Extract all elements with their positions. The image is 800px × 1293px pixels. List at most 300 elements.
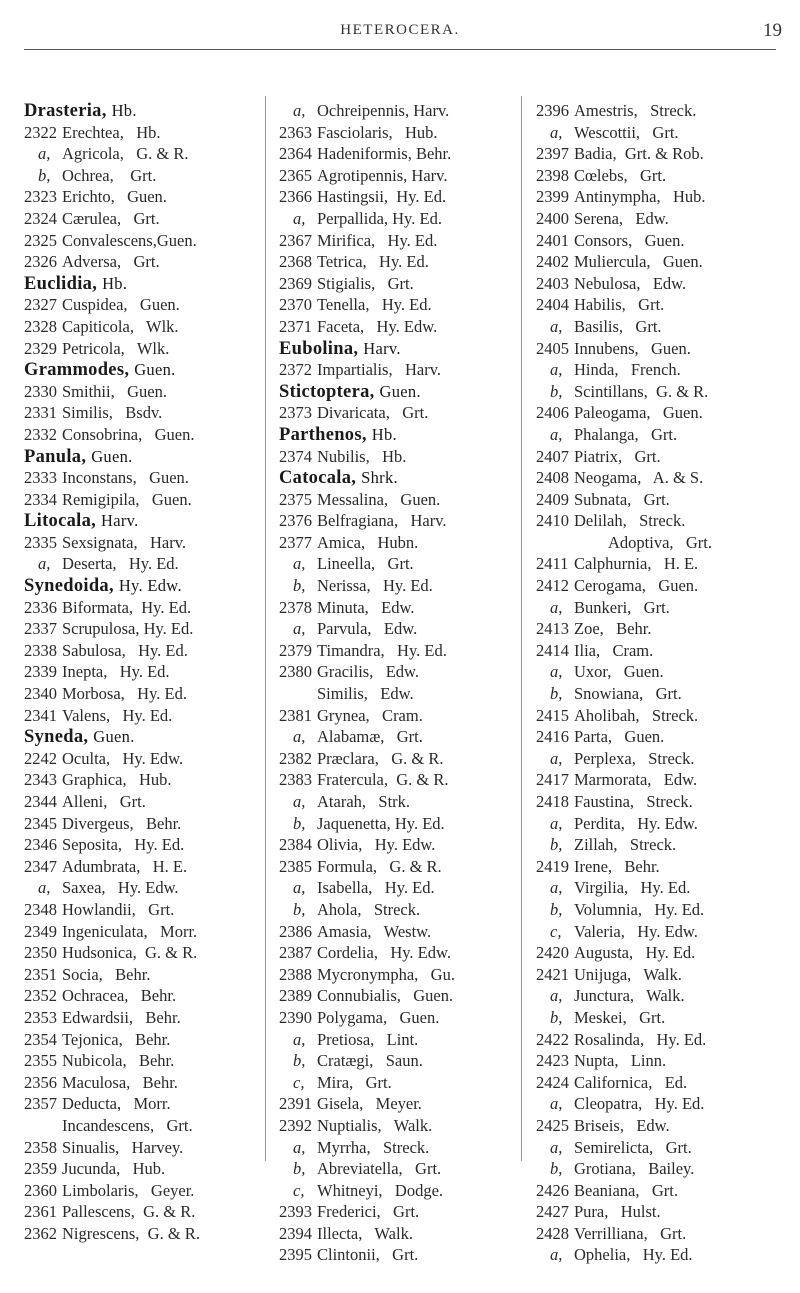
species-entry — [536, 294, 784, 316]
species-name: Biformata, Hy. Ed. — [62, 597, 192, 617]
variety-entry — [536, 813, 784, 835]
entry-number: 2386 — [279, 921, 312, 941]
variety-letter: b, — [293, 576, 306, 596]
genus-author: Guen. — [134, 360, 176, 380]
variety-name: Jaquenetta, Hy. Ed. — [317, 813, 445, 833]
entry-number: 2332 — [24, 424, 57, 444]
entry-number: 2379 — [279, 640, 312, 660]
species-entry — [24, 1137, 272, 1159]
entry-number: 2389 — [279, 986, 312, 1006]
variety-letter: a, — [293, 619, 306, 639]
species-name: Nuptialis, Walk. — [317, 1115, 433, 1135]
variety-letter: a, — [550, 1137, 563, 1157]
variety-letter: b, — [38, 165, 51, 185]
species-name: Nubilis, Hb. — [317, 446, 407, 466]
species-name: Antinympha, Hub. — [574, 187, 706, 207]
entry-number: 2341 — [24, 705, 57, 725]
variety-name: Phalanga, Grt. — [574, 424, 678, 444]
entry-number: 2362 — [24, 1223, 57, 1243]
genus-heading — [24, 100, 272, 122]
variety-letter: b, — [293, 1159, 306, 1179]
entry-number: 2411 — [536, 554, 569, 574]
genus-name: Stictoptera, — [279, 381, 375, 402]
variety-name: Zillah, Streck. — [574, 835, 677, 855]
entry-number: 2410 — [536, 511, 569, 531]
variety-letter: a, — [550, 360, 563, 380]
variety-entry — [279, 208, 527, 230]
species-entry — [24, 186, 272, 208]
entry-number: 2352 — [24, 986, 57, 1006]
species-name: Impartialis, Harv. — [317, 360, 442, 380]
genus-author: Hb. — [102, 273, 128, 293]
entry-number: 2408 — [536, 468, 569, 488]
genus-heading — [24, 510, 272, 532]
species-name: Sabulosa, Hy. Ed. — [62, 640, 188, 660]
species-name: Maculosa, Behr. — [62, 1072, 178, 1092]
variety-entry — [279, 1180, 527, 1202]
species-entry — [279, 510, 527, 532]
species-entry — [279, 143, 527, 165]
entry-number: 2403 — [536, 273, 569, 293]
variety-letter: a, — [38, 144, 51, 164]
variety-name: Ophelia, Hy. Ed. — [574, 1245, 693, 1265]
entry-number: 2347 — [24, 856, 57, 876]
species-entry — [279, 446, 527, 468]
entry-number: 2340 — [24, 684, 57, 704]
species-name: Oculta, Hy. Edw. — [62, 748, 184, 768]
species-name: Valens, Hy. Ed. — [62, 705, 173, 725]
variety-letter: a, — [293, 208, 306, 228]
entry-number: 2338 — [24, 640, 57, 660]
entry-number: 2242 — [24, 748, 57, 768]
species-name: Augusta, Hy. Ed. — [574, 943, 696, 963]
species-entry — [279, 1244, 527, 1266]
species-name: Capiticola, Wlk. — [62, 316, 179, 336]
page-header — [0, 0, 800, 44]
species-name: Nupta, Linn. — [574, 1051, 667, 1071]
genus-heading — [279, 381, 527, 403]
variety-letter: a, — [293, 554, 306, 574]
genus-author: Hb. — [111, 101, 137, 120]
entry-number: 2361 — [24, 1202, 57, 1222]
species-name: Cordelia, Hy. Edw. — [317, 943, 451, 963]
species-entry — [536, 726, 784, 748]
species-name: Seposita, Hy. Ed. — [62, 835, 185, 855]
variety-letter: b, — [550, 684, 563, 704]
entry-number: 2344 — [24, 792, 57, 811]
variety-name: Semirelicta, Grt. — [574, 1137, 692, 1157]
species-name: Tenella, Hy. Ed. — [317, 295, 432, 315]
species-entry — [536, 230, 784, 252]
entry-number: 2414 — [536, 640, 569, 660]
entry-number: 2327 — [24, 295, 57, 315]
variety-name: Whitneyi, Dodge. — [317, 1180, 444, 1200]
species-entry — [279, 748, 527, 770]
variety-entry — [536, 899, 784, 921]
species-entry — [536, 769, 784, 791]
species-entry — [24, 467, 272, 489]
variety-name: Mira, Grt. — [317, 1072, 392, 1092]
variety-entry — [536, 985, 784, 1007]
entry-number: 2404 — [536, 295, 569, 315]
variety-entry — [536, 877, 784, 899]
genus-name: Synedoida, — [24, 576, 114, 597]
species-entry — [24, 316, 272, 338]
variety-entry — [536, 834, 784, 856]
entry-number: 2383 — [279, 770, 312, 790]
entry-number: 2323 — [24, 187, 57, 207]
entry-number: 2424 — [536, 1072, 569, 1092]
species-entry — [279, 489, 527, 511]
synonym-entry — [279, 683, 527, 705]
species-entry — [536, 143, 784, 165]
variety-entry — [536, 381, 784, 403]
species-name: Amasia, Westw. — [317, 921, 432, 941]
species-name: Stigialis, Grt. — [317, 273, 414, 293]
species-name: Pallescens, G. & R. — [62, 1202, 196, 1222]
entry-number: 2353 — [24, 1007, 57, 1027]
species-entry — [24, 294, 272, 316]
species-name: Tejonica, Behr. — [62, 1029, 171, 1049]
entry-number: 2413 — [536, 619, 569, 639]
entry-number: 2324 — [24, 208, 57, 228]
species-name: Inepta, Hy. Ed. — [62, 662, 170, 682]
entry-number: 2357 — [24, 1094, 57, 1114]
genus-heading — [279, 338, 527, 360]
entry-number: 2325 — [24, 230, 57, 250]
variety-entry — [536, 359, 784, 381]
species-name: Convalescens,Guen. — [62, 230, 197, 250]
variety-name: Valeria, Hy. Edw. — [574, 921, 698, 941]
variety-name: Cleopatra, Hy. Ed. — [574, 1094, 705, 1114]
genus-author: Guen. — [93, 727, 135, 747]
variety-name: Meskei, Grt. — [574, 1007, 666, 1027]
synonym-name: Incandescens, Grt. — [62, 1115, 193, 1135]
genus-name: Drasteria, — [24, 101, 107, 121]
species-entry — [536, 1180, 784, 1202]
variety-name: Abreviatella, Grt. — [317, 1159, 442, 1179]
species-name: Scrupulosa, Hy. Ed. — [62, 619, 194, 639]
entry-number: 2331 — [24, 403, 57, 423]
entry-number: 2374 — [279, 446, 312, 466]
variety-entry — [279, 813, 527, 835]
species-entry — [279, 1007, 527, 1029]
species-entry — [24, 424, 272, 446]
variety-letter: c, — [550, 921, 562, 941]
species-entry — [279, 1093, 527, 1115]
species-name: Divaricata, Grt. — [317, 403, 429, 423]
species-name: Sinualis, Harvey. — [62, 1137, 184, 1157]
variety-entry — [279, 899, 527, 921]
variety-entry — [536, 424, 784, 446]
species-name: Cuspidea, Guen. — [62, 295, 180, 315]
entry-number: 2384 — [279, 835, 312, 855]
genus-heading — [24, 273, 272, 295]
variety-name: Virgilia, Hy. Ed. — [574, 878, 691, 898]
species-name: Grynea, Cram. — [317, 705, 423, 725]
entry-number: 2425 — [536, 1115, 569, 1135]
species-name: Piatrix, Grt. — [574, 446, 661, 466]
variety-name: Lineella, Grt. — [317, 554, 414, 574]
species-entry — [279, 769, 527, 791]
variety-entry — [279, 1158, 527, 1180]
synonym-entry — [24, 1115, 272, 1137]
species-name: Hastingsii, Hy. Ed. — [317, 187, 447, 207]
entry-number: 2329 — [24, 338, 57, 358]
genus-heading — [24, 359, 272, 381]
variety-name: Basilis, Grt. — [574, 316, 662, 336]
species-name: Agrotipennis, Harv. — [317, 165, 448, 185]
species-name: Nubicola, Behr. — [62, 1051, 175, 1071]
species-entry — [279, 1223, 527, 1245]
entry-number: 2418 — [536, 792, 569, 811]
variety-letter: b, — [293, 1051, 306, 1071]
variety-entry — [536, 1137, 784, 1159]
species-name: Adumbrata, H. E. — [62, 856, 188, 876]
species-entry — [279, 359, 527, 381]
entry-number: 2369 — [279, 273, 312, 293]
entry-number: 2412 — [536, 576, 569, 596]
species-name: Mirifica, Hy. Ed. — [317, 230, 438, 250]
species-name: Californica, Ed. — [574, 1072, 688, 1092]
species-entry — [24, 338, 272, 360]
species-name: Erechtea, Hb. — [62, 122, 161, 142]
variety-entry — [536, 1093, 784, 1115]
variety-letter: a, — [550, 597, 563, 617]
variety-name: Saxea, Hy. Edw. — [62, 878, 179, 898]
variety-entry — [279, 1050, 527, 1072]
variety-name: Snowiana, Grt. — [574, 684, 682, 704]
entry-number: 2367 — [279, 230, 312, 250]
variety-letter: a, — [293, 792, 306, 811]
species-name: Ilia, Cram. — [574, 640, 654, 660]
species-name: Alleni, Grt. — [62, 792, 146, 811]
entry-number: 2426 — [536, 1180, 569, 1200]
species-name: Polygama, Guen. — [317, 1007, 440, 1027]
species-entry — [24, 1050, 272, 1072]
entry-number: 2419 — [536, 856, 569, 876]
species-entry — [536, 510, 784, 532]
species-entry — [279, 834, 527, 856]
column-2 — [279, 100, 527, 1266]
species-entry — [536, 964, 784, 986]
species-entry — [279, 273, 527, 295]
variety-letter: a, — [550, 316, 563, 336]
species-name: Calphurnia, H. E. — [574, 554, 699, 574]
species-entry — [536, 489, 784, 511]
entry-number: 2396 — [536, 101, 569, 120]
species-name: Verrilliana, Grt. — [574, 1223, 687, 1243]
variety-letter: b, — [293, 899, 306, 919]
species-entry — [536, 1115, 784, 1137]
entry-number: 2350 — [24, 943, 57, 963]
genus-name: Eubolina, — [279, 338, 359, 359]
variety-name: Ochrea, Grt. — [62, 165, 157, 185]
genus-heading — [24, 446, 272, 468]
species-entry — [279, 661, 527, 683]
entry-number: 2395 — [279, 1245, 312, 1265]
entry-number: 2375 — [279, 489, 312, 509]
variety-entry — [536, 122, 784, 144]
species-name: Præclara, G. & R. — [317, 748, 444, 768]
species-entry — [24, 964, 272, 986]
entry-number: 2391 — [279, 1094, 312, 1114]
variety-letter: a, — [293, 727, 306, 747]
entry-number: 2385 — [279, 856, 312, 876]
column-3 — [536, 100, 784, 1266]
entry-number: 2363 — [279, 122, 312, 142]
page-number: 19 — [763, 20, 782, 41]
species-entry — [24, 1072, 272, 1094]
species-entry — [536, 402, 784, 424]
column-1 — [24, 100, 272, 1244]
entry-number: 2420 — [536, 943, 569, 963]
species-name: Rosalinda, Hy. Ed. — [574, 1029, 707, 1049]
species-name: Howlandii, Grt. — [62, 899, 175, 919]
species-entry — [536, 251, 784, 273]
genus-heading — [24, 575, 272, 597]
species-name: Zoe, Behr. — [574, 619, 652, 639]
variety-letter: a, — [550, 813, 563, 833]
variety-letter: b, — [550, 381, 563, 401]
variety-entry — [536, 748, 784, 770]
species-entry — [536, 1201, 784, 1223]
genus-author: Hb. — [371, 424, 397, 444]
entry-number: 2370 — [279, 295, 312, 315]
entry-number: 2387 — [279, 943, 312, 963]
species-entry — [536, 338, 784, 360]
species-entry — [279, 251, 527, 273]
species-entry — [24, 985, 272, 1007]
species-entry — [24, 921, 272, 943]
species-entry — [279, 597, 527, 619]
entry-number: 2378 — [279, 597, 312, 617]
variety-letter: a, — [293, 1029, 306, 1049]
species-name: Ochracea, Behr. — [62, 986, 177, 1006]
variety-name: Nerissa, Hy. Ed. — [317, 576, 433, 596]
species-entry — [536, 791, 784, 813]
species-name: Pura, Hulst. — [574, 1202, 661, 1222]
entry-number: 2423 — [536, 1051, 569, 1071]
synonym-entry — [536, 532, 784, 554]
species-entry — [279, 985, 527, 1007]
species-entry — [24, 942, 272, 964]
entry-number: 2407 — [536, 446, 569, 466]
species-entry — [24, 661, 272, 683]
species-entry — [536, 1029, 784, 1051]
species-name: Clintonii, Grt. — [317, 1245, 419, 1265]
genus-name: Grammodes, — [24, 360, 130, 381]
entry-number: 2393 — [279, 1202, 312, 1222]
variety-name: Agricola, G. & R. — [62, 144, 189, 164]
genus-author: Harv. — [363, 338, 401, 358]
species-name: Hadeniformis, Behr. — [317, 144, 452, 164]
species-name: Fasciolaris, Hub. — [317, 122, 438, 142]
species-name: Gracilis, Edw. — [317, 662, 420, 682]
variety-name: Ochreipennis, Harv. — [317, 101, 450, 120]
species-entry — [24, 769, 272, 791]
species-entry — [24, 834, 272, 856]
genus-name: Parthenos, — [279, 424, 367, 445]
species-name: Marmorata, Edw. — [574, 770, 698, 790]
variety-letter: a, — [550, 1245, 563, 1265]
species-name: Amestris, Streck. — [574, 101, 697, 120]
species-entry — [536, 856, 784, 878]
genus-name: Catocala, — [279, 468, 357, 489]
species-entry — [536, 273, 784, 295]
variety-name: Volumnia, Hy. Ed. — [574, 899, 705, 919]
species-name: Erichto, Guen. — [62, 187, 167, 207]
species-name: Tetrica, Hy. Ed. — [317, 252, 429, 272]
species-name: Unijuga, Walk. — [574, 964, 682, 984]
variety-entry — [279, 1029, 527, 1051]
species-entry — [24, 813, 272, 835]
entry-number: 2345 — [24, 813, 57, 833]
entry-number: 2422 — [536, 1029, 569, 1049]
species-name: Socia, Behr. — [62, 964, 151, 984]
species-entry — [24, 791, 272, 813]
entry-number: 2371 — [279, 316, 312, 336]
entry-number: 2339 — [24, 662, 57, 682]
species-name: Morbosa, Hy. Ed. — [62, 684, 187, 704]
species-name: Briseis, Edw. — [574, 1115, 670, 1135]
variety-letter: a, — [293, 878, 306, 898]
species-entry — [536, 618, 784, 640]
species-entry — [24, 1029, 272, 1051]
entry-number: 2398 — [536, 165, 569, 185]
species-entry — [24, 899, 272, 921]
entry-number: 2336 — [24, 597, 57, 617]
species-name: Subnata, Grt. — [574, 489, 670, 509]
species-entry — [536, 553, 784, 575]
variety-letter: a, — [550, 1094, 563, 1114]
variety-entry — [536, 316, 784, 338]
entry-number: 2358 — [24, 1137, 57, 1157]
entry-number: 2399 — [536, 187, 569, 207]
running-title: HETEROCERA. — [340, 22, 460, 38]
species-name: Frederici, Grt. — [317, 1202, 420, 1222]
variety-name: Hinda, French. — [574, 360, 681, 380]
entry-number: 2388 — [279, 964, 312, 984]
variety-name: Perdita, Hy. Edw. — [574, 813, 698, 833]
entry-number: 2417 — [536, 770, 569, 790]
entry-number: 2427 — [536, 1202, 569, 1222]
variety-name: Wescottii, Grt. — [574, 122, 679, 142]
variety-entry — [279, 618, 527, 640]
species-entry — [279, 1115, 527, 1137]
species-name: Badia, Grt. & Rob. — [574, 144, 704, 164]
entry-number: 2346 — [24, 835, 57, 855]
species-entry — [24, 381, 272, 403]
entry-number: 2401 — [536, 230, 569, 250]
species-name: Serena, Edw. — [574, 208, 669, 228]
species-entry — [279, 942, 527, 964]
species-name: Muliercula, Guen. — [574, 252, 703, 272]
species-name: Paleogama, Guen. — [574, 403, 703, 423]
genus-heading — [279, 424, 527, 446]
species-name: Graphica, Hub. — [62, 770, 172, 790]
species-entry — [536, 1223, 784, 1245]
entry-number: 2373 — [279, 403, 312, 423]
genus-author: Hy. Edw. — [118, 576, 182, 596]
entry-number: 2402 — [536, 252, 569, 272]
species-entry — [24, 618, 272, 640]
species-entry — [24, 208, 272, 230]
species-name: Cærulea, Grt. — [62, 208, 160, 228]
entry-number: 2360 — [24, 1180, 57, 1200]
species-entry — [24, 1007, 272, 1029]
genus-author: Guen. — [379, 381, 421, 401]
